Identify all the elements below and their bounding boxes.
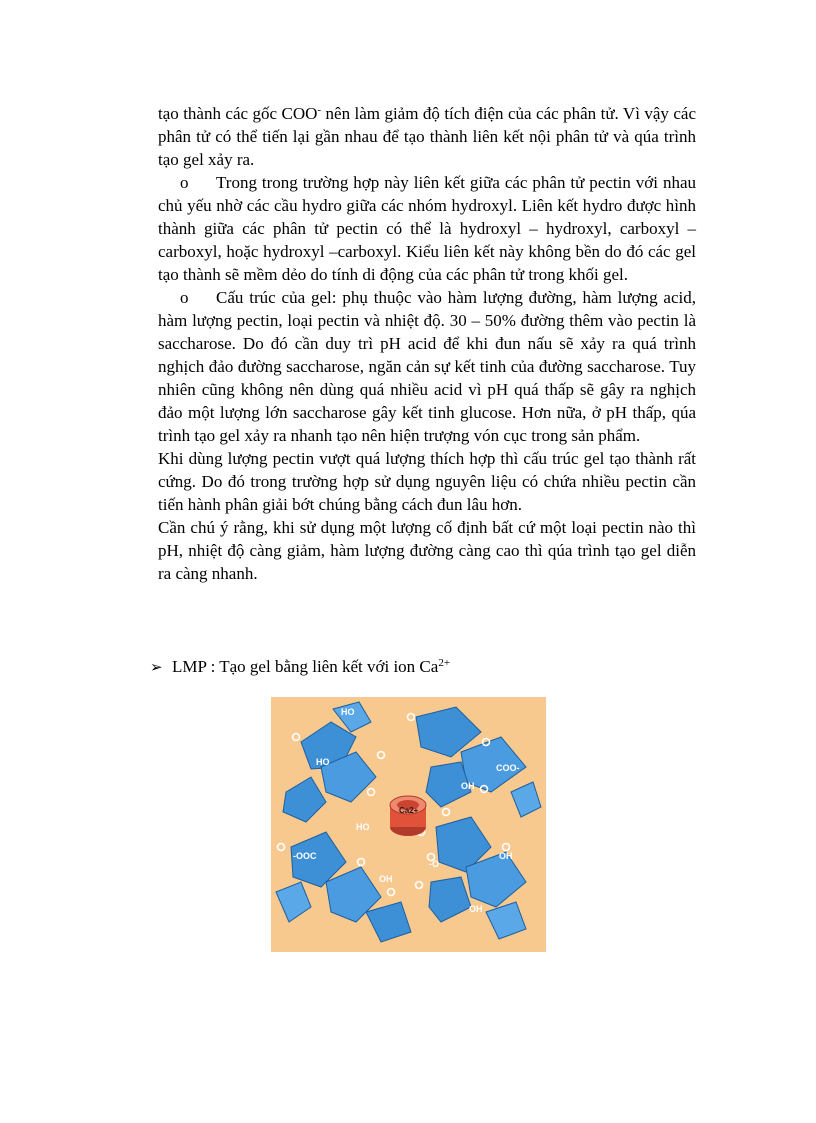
superscript-minus: -	[317, 104, 322, 116]
label-oh-bottom-right-1: OH	[499, 851, 513, 861]
calcium-ion-icon	[390, 796, 426, 836]
label-oh-bottom-left: OH	[379, 874, 393, 884]
label-coo-right: COO-	[496, 763, 520, 773]
heading-superscript: 2+	[438, 657, 451, 669]
heading-text: LMP : Tạo gel bằng liên kết với ion Ca	[172, 657, 439, 676]
bullet-marker: o	[180, 288, 189, 307]
bullet-item-hydrogen-bonds	[158, 171, 696, 286]
arrow-bullet-icon: ➢	[150, 660, 163, 676]
label-ca-ion: Ca2+	[399, 806, 419, 815]
paragraph-intro-text: tạo thành các gốc COO	[158, 104, 318, 123]
label-ooc-left: -OOC	[293, 851, 317, 861]
paragraph-note: Cần chú ý rằng, khi sử dụng một lượng cố định bất cứ một loại pectin nào thì pH, nhiệt độ càng giảm, hàm lượng đường càng cao thì qúa trình tạo gel diễn ra càng nhanh.	[158, 518, 696, 583]
label-ho-mid: HO	[356, 822, 370, 832]
paragraph-excess-pectin: Khi dùng lượng pectin vượt quá lượng thích hợp thì cấu trúc gel tạo thành rất cứng. Do đó trong trường hợp sử dụng nguyên liệu có chứa nhiều pectin cần tiến hành phân giải bớt chúng bằng cách đun lâu hơn.	[158, 449, 696, 514]
label-ho-top: HO	[341, 707, 355, 717]
figure-svg	[271, 697, 546, 952]
label-o-minus: -O	[429, 859, 439, 869]
bullet-item-gel-structure	[158, 286, 696, 447]
bullet-text: Trong trong trường hợp này liên kết giữa các phân tử pectin với nhau chủ yếu nhờ các cầu hydro giữa các nhóm hydroxyl. Liên kết hydro được hình thành giữa các phân tử pectin có thể là hydroxyl – hydroxyl, carboxyl – carboxyl, hoặc hydroxyl –carboxyl. Kiểu liên kết này không bền do đó các gel tạo thành sẽ mềm dẻo do tính di động của các phân tử trong khối gel.	[158, 173, 696, 284]
section-heading-lmp	[150, 652, 450, 680]
bullet-marker: o	[180, 173, 189, 192]
body-text	[158, 99, 696, 585]
label-oh-bottom-right-2: OH	[469, 904, 483, 914]
calcium-egg-box-figure	[271, 697, 546, 952]
label-oh-right: OH	[461, 781, 475, 791]
bullet-text: Cấu trúc của gel: phụ thuộc vào hàm lượng đường, hàm lượng acid, hàm lượng pectin, loại pectin và nhiệt độ. 30 – 50% đường thêm vào pectin là saccharose. Do đó cần duy trì pH acid để khi đun nấu sẽ xảy ra quá trình nghịch đảo đường saccharose, ngăn cản sự kết tinh của đường saccharose. Tuy nhiên cũng không nên dùng quá nhiều acid vì pH quá thấp sẽ gây ra nghịch đảo một lượng lớn saccharose gây kết tinh glucose. Hơn nữa, ở pH thấp, qúa trình tạo gel xảy ra nhanh tạo nên hiện trượng vón cục trong sản phẩm.	[158, 288, 696, 445]
paragraph-intro-rest: nên làm giảm độ tích điện của các phân tử. Vì vậy các phân tử có thể tiến lại gần nhau để tạo thành liên kết nội phân tử và qúa trình tạo gel xảy ra.	[158, 104, 696, 169]
paragraph-intro	[158, 99, 696, 171]
label-ho-left: HO	[316, 757, 330, 767]
